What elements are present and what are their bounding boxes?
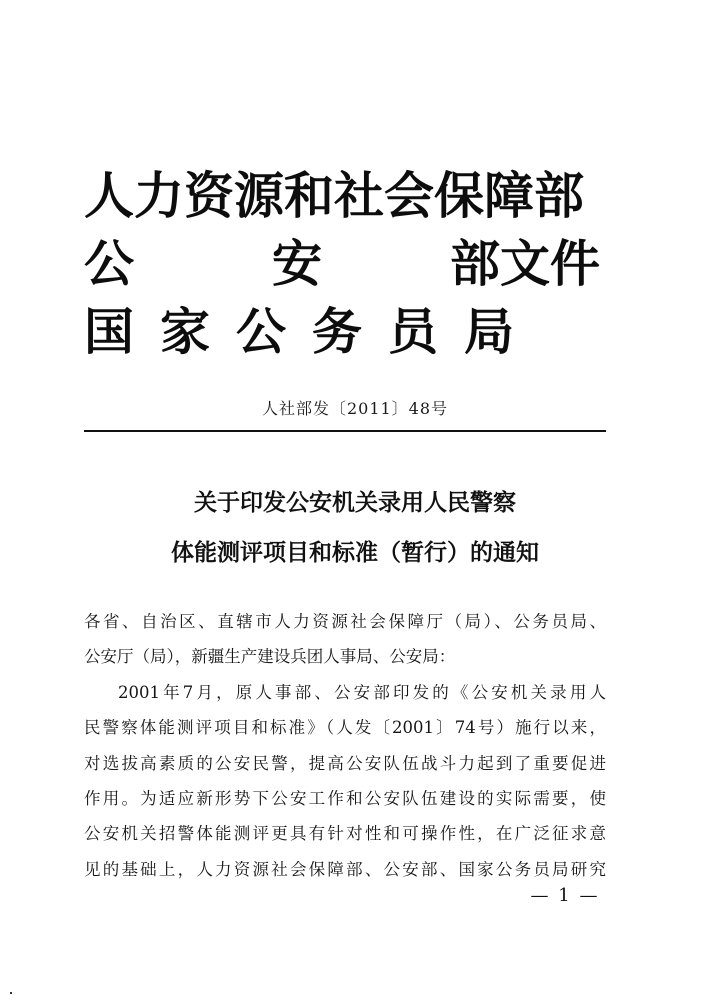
scan-artifact: [10, 992, 12, 994]
issuer-line-1: [84, 162, 624, 230]
issuer-mohrss: 人力资源和社会保障部: [84, 167, 584, 225]
issuer-scs-char: 家: [160, 303, 210, 361]
issuer-mps-char-1: 公: [84, 235, 134, 293]
body-line: 各省、自治区、直辖市人力资源社会保障厅（局）、公务员局、: [84, 612, 606, 631]
document-title: [0, 478, 710, 578]
issuer-scs-char: 公: [236, 303, 286, 361]
issuer-scs-char: 员: [388, 303, 438, 361]
page-number: — 1 —: [530, 885, 600, 906]
body-line: 民警察体能测评项目和标准》（人发〔2001〕74号）施行以来，: [84, 718, 606, 738]
body-line: 对选拔高素质的公安民警，提高公安队伍战斗力起到了重要促进: [84, 753, 606, 773]
body-line: 2001年7月，原人事部、公安部印发的《公安机关录用人: [118, 682, 606, 702]
body-line: 见的基础上，人力资源社会保障部、公安部、国家公务员局研究: [84, 859, 606, 879]
title-line-2: 体能测评项目和标准（暂行）的通知: [171, 540, 539, 566]
document-body: [84, 604, 606, 887]
issuer-scs-char: 务: [312, 303, 362, 361]
body-line: 作用。为适应新形势下公安工作和公安队伍建设的实际需要，使: [84, 788, 606, 808]
issuer-line-3: [84, 298, 624, 366]
issuer-scs-char: 国: [84, 303, 134, 361]
title-line-1: 关于印发公安机关录用人民警察: [194, 490, 516, 516]
issuer-line-2: [84, 230, 624, 298]
issuer-mps-char-3-and-wenjian: 部文件: [450, 235, 600, 293]
body-line: 公安厅（局），新疆生产建设兵团人事局、公安局：: [84, 647, 456, 667]
issuer-scs-char: 局: [464, 303, 514, 361]
header-divider: [84, 430, 606, 432]
issuer-mps-char-2: 安: [272, 235, 322, 293]
body-line: 公安机关招警体能测评更具有针对性和可操作性，在广泛征求意: [84, 824, 606, 844]
document-number: 人社部发〔2011〕48号: [261, 399, 449, 418]
issuing-authorities: [84, 162, 624, 366]
